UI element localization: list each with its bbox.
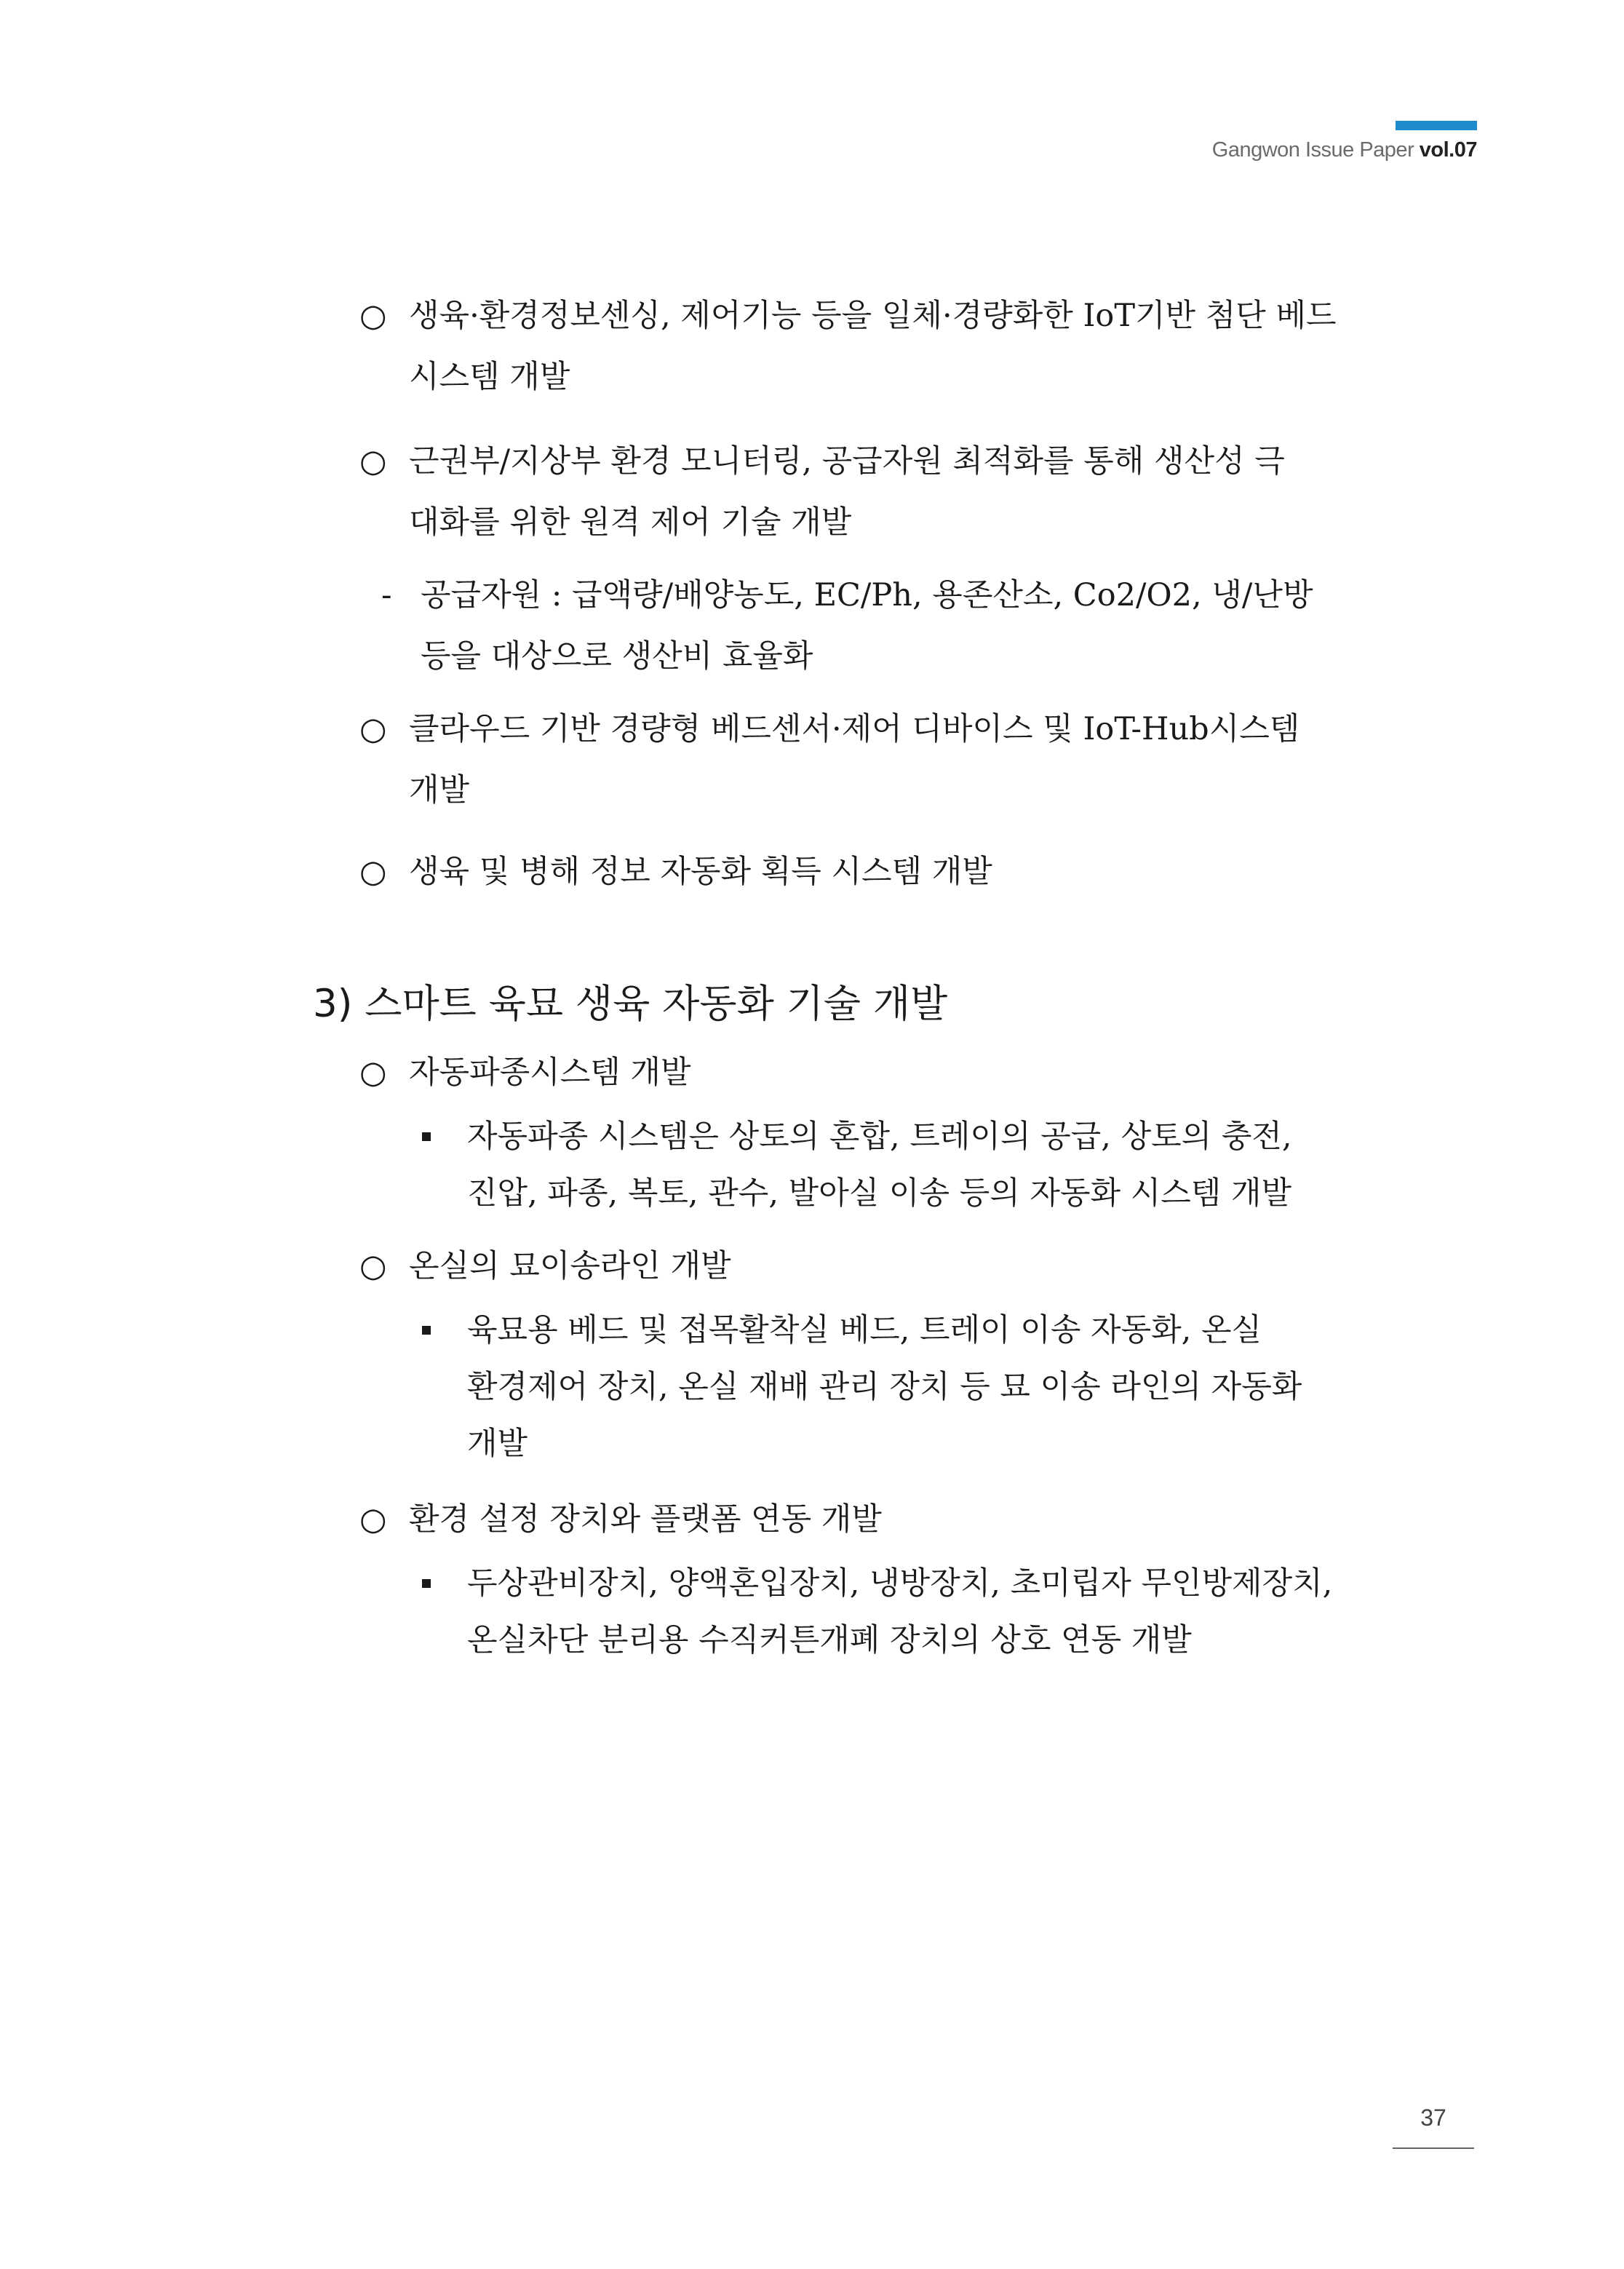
item-line: 근권부/지상부 환경 모니터링, 공급자원 최적화를 통해 생산성 극 xyxy=(409,443,1285,480)
circle-bullet: ○ xyxy=(359,854,387,890)
item-line: 시스템 개발 xyxy=(409,359,570,395)
item-line: 육묘용 베드 및 접목활착실 베드, 트레이 이송 자동화, 온실 xyxy=(467,1312,1262,1348)
footer-rule xyxy=(1393,2147,1474,2149)
item-line: 생육 및 병해 정보 자동화 획득 시스템 개발 xyxy=(409,854,992,890)
running-header xyxy=(1212,138,1477,162)
item-title: 자동파종시스템 개발 xyxy=(409,1054,691,1091)
page-number: 37 xyxy=(1420,2105,1446,2131)
circle-bullet: ○ xyxy=(359,1248,387,1284)
item-line: 온실차단 분리용 수직커튼개폐 장치의 상호 연동 개발 xyxy=(467,1622,1192,1658)
item-line: 개발 xyxy=(467,1426,528,1462)
circle-bullet: ○ xyxy=(359,298,387,334)
square-bullet xyxy=(422,1106,431,1167)
dash-bullet: - xyxy=(381,577,392,613)
header-series: Gangwon Issue Paper xyxy=(1211,138,1420,162)
header-volume: vol.07 xyxy=(1419,138,1477,162)
item-line: 생육·환경정보센싱, 제어기능 등을 일체·경량화한 IoT기반 첨단 베드 xyxy=(409,298,1337,334)
item-line: 등을 대상으로 생산비 효율화 xyxy=(421,638,813,675)
square-bullet xyxy=(422,1300,431,1361)
section-heading: 3) 스마트 육묘 생육 자동화 기술 개발 xyxy=(313,982,948,1026)
circle-bullet: ○ xyxy=(359,1054,387,1091)
item-line: 환경제어 장치, 온실 재배 관리 장치 등 묘 이송 라인의 자동화 xyxy=(467,1369,1302,1405)
square-bullet xyxy=(422,1553,431,1614)
header-accent-bar xyxy=(1396,121,1477,130)
circle-bullet: ○ xyxy=(359,443,387,480)
item-title: 온실의 묘이송라인 개발 xyxy=(409,1248,731,1284)
item-line: 개발 xyxy=(409,772,470,808)
item-line: 클라우드 기반 경량형 베드센서·제어 디바이스 및 IoT-Hub시스템 xyxy=(409,711,1300,747)
item-line: 자동파종 시스템은 상토의 혼합, 트레이의 공급, 상토의 충전, xyxy=(467,1118,1292,1155)
circle-bullet: ○ xyxy=(359,1501,387,1538)
item-line: 두상관비장치, 양액혼입장치, 냉방장치, 초미립자 무인방제장치, xyxy=(467,1565,1333,1602)
item-line: 대화를 위한 원격 제어 기술 개발 xyxy=(409,504,852,541)
item-line: 공급자원 : 급액량/배양농도, EC/Ph, 용존산소, Co2/O2, 냉/난방 xyxy=(421,577,1313,613)
circle-bullet: ○ xyxy=(359,711,387,747)
item-line: 진압, 파종, 복토, 관수, 발아실 이송 등의 자동화 시스템 개발 xyxy=(467,1175,1292,1212)
item-title: 환경 설정 장치와 플랫폼 연동 개발 xyxy=(409,1501,882,1538)
